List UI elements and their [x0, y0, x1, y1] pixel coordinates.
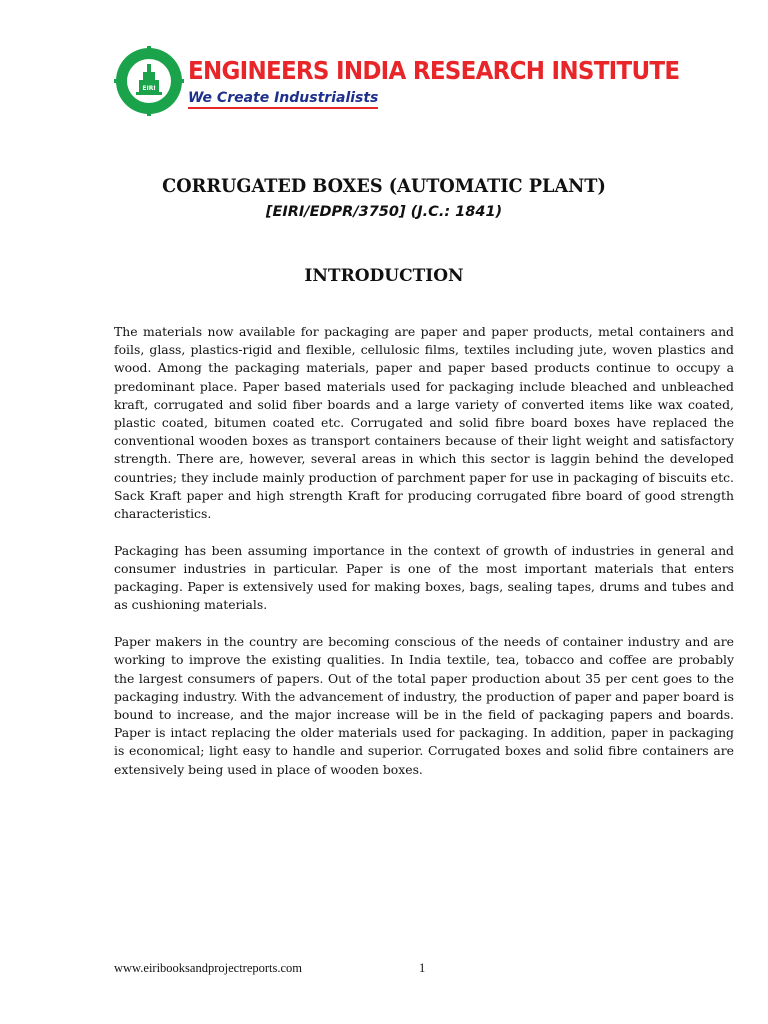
paragraph: Packaging has been assuming importance in the context of growth of industries in general and consumer industries in particular. Paper is one of the most important materials that enters packaging. Paper is extensively used for making boxes, bags, sealing tapes, drums and tubes and as cushioning materials. [114, 542, 734, 613]
document-reference: [EIRI/EDPR/3750] (J.C.: 1841) [265, 204, 503, 220]
tagline: We Create Industrialists [188, 90, 378, 109]
paragraph: The materials now available for packaging are paper and paper products, metal containers and foils, glass, plastics-rigid and flexible, cellulosic films, textiles including jute, woven plastics and wood. Among the packaging materials, paper and paper based products continue to occupy a predominant place. Paper based materials used for packaging include bleached and unbleached kraft, corrugated and solid fiber boards and a large variety of converted items like wax coated, plastic coated, bitumen coated etc. Corrugated and solid fibre board boxes have replaced the conventional wooden boxes as transport containers because of their light weight and satisfactory strength. There are, however, several areas in which this sector is laggin behind the developed countries; they include mainly production of parchment paper for use in packaging of biscuits etc. Sack Kraft paper and high strength Kraft for producing corrugated fibre board of good strength characteristics. [114, 324, 734, 522]
section-heading: INTRODUCTION [304, 266, 464, 286]
org-name: ENGINEERS INDIA RESEARCH INSTITUTE [188, 56, 680, 85]
page-number: 1 [419, 961, 426, 975]
seal-center-text: EIRI [142, 85, 156, 92]
institute-seal-icon [114, 46, 184, 116]
footer-url: www.eiribooksandprojectreports.com [114, 961, 303, 975]
document-title: CORRUGATED BOXES (AUTOMATIC PLANT) [162, 175, 606, 197]
institute-logo [114, 46, 680, 122]
paragraph: Paper makers in the country are becoming conscious of the needs of container industry and are working to improve the existing qualities. In India textile, tea, tobacco and coffee are probably the largest consumers of papers. Out of the total paper production about 35 per cent goes to the packaging industry. With the advancement of industry, the production of paper and paper board is bound to increase, and the major increase will be in the field of packaging papers and boards. Paper is intact replacing the older materials used for packaging. In addition, paper in packaging is economical; light easy to handle and superior. Corrugated boxes and solid fibre containers are extensively being used in place of wooden boxes. [114, 634, 734, 777]
body-text [114, 323, 734, 797]
